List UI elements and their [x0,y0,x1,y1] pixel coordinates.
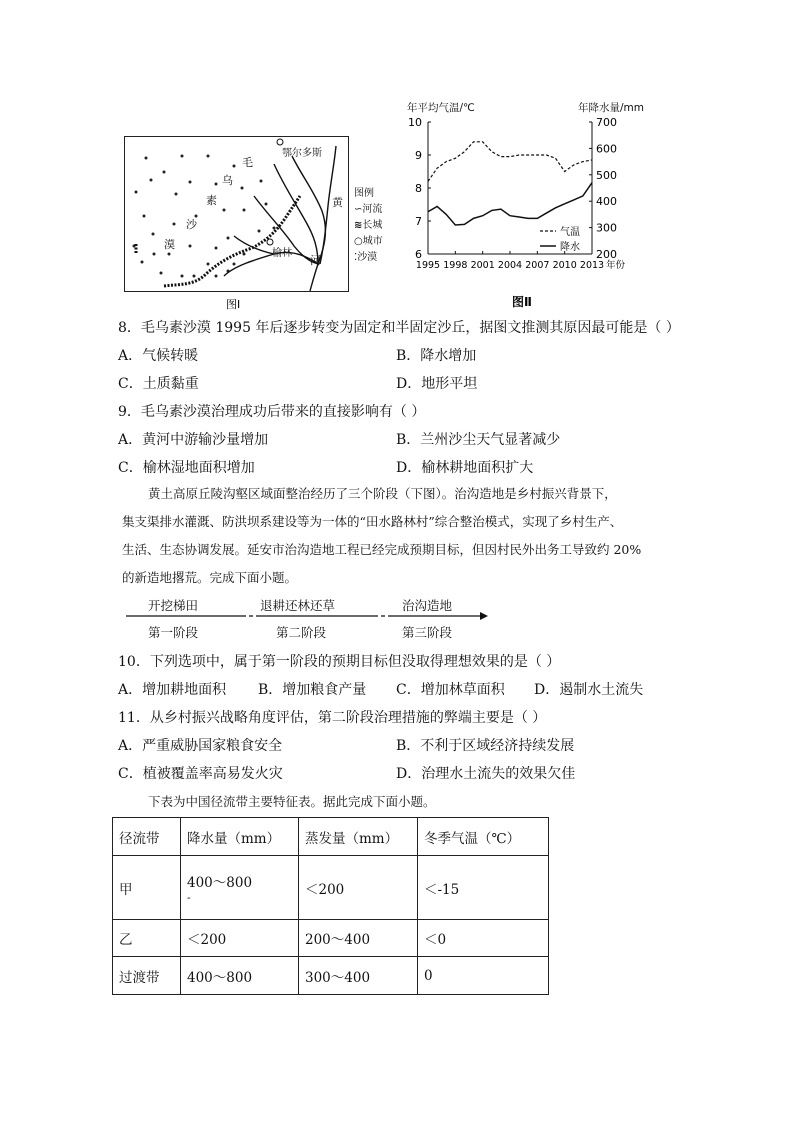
city-label-ordos: 鄂尔多斯 [282,148,322,159]
y-right-tick-label: 600 [596,142,617,156]
map-frame [125,137,349,292]
q11-stem: 11．从乡村振兴战略角度评估，第二阶段治理措施的弊端主要是（ ） [118,710,547,726]
table-cell: 400～800 - [181,856,299,920]
stage-3-action: 治沟造地 [402,598,453,613]
y-left-tick-label: 9 [415,149,422,162]
passage-line-1: 黄土高原丘陵沟壑区域面整治经历了三个阶段（下图）。治沟造地是乡村振兴背景下， [148,486,617,501]
table-header: 蒸发量（mm） [299,818,418,856]
legend-desert: ⁚沙漠 [354,252,378,263]
x-tick-label: 2004 [497,260,523,271]
stage-1-action: 开挖梯田 [148,598,199,613]
table-cell: 过渡带 [113,957,181,995]
table-header-row [113,818,549,856]
table-row [113,920,549,957]
series-line-precipitation [428,183,592,225]
y-right-tick-label: 500 [596,168,617,182]
x-tick-label: 2007 [525,260,550,271]
passage-line-2: 集支渠排水灌溉、防洪坝系建设等为一体的“田水路林村”综合整治模式，实现了乡村生产、 [122,514,623,529]
q8-option-d[interactable]: D．地形平坦 [396,376,478,392]
stage-3-label: 第三阶段 [402,625,453,640]
dots-icon: ⁚ [354,252,358,263]
q9-stem: 9．毛乌素沙漠治理成功后带来的直接影响有（ ） [118,404,426,420]
table-row [113,957,549,995]
chart-ylabel-left: 年平均气温/℃ [407,102,475,114]
city-ordos [277,139,283,145]
legend-river: ∽河流 [354,204,383,215]
table-row [113,856,549,920]
table-cell: 200～400 [299,920,418,957]
passage-table-intro: 下表为中国径流带主要特征表。据此完成下面小题。 [148,794,436,809]
map-char-mo: 漠 [164,238,175,251]
map-char-huang: 黄 [332,196,343,209]
legend-title: 图例 [354,188,374,199]
q11-option-a[interactable]: A．严重威胁国家粮食安全 [118,738,283,754]
q10-option-b[interactable]: B．增加粮食产量 [258,682,367,698]
legend-label-temperature: 气温 [560,227,580,238]
stage-2-label: 第二阶段 [276,625,327,640]
passage-loess-plateau [122,480,682,592]
wall-icon: ≋ [354,220,363,231]
q11-option-b[interactable]: B．不利于区域经济持续发展 [396,738,575,754]
q8-option-a[interactable]: A．气候转暖 [118,348,199,364]
map-figure-1 [124,136,350,312]
y-left-tick-label: 7 [415,215,422,228]
q10-option-c[interactable]: C．增加林草面积 [396,682,505,698]
chart-figure-2 [400,112,650,312]
runoff-table [112,817,549,995]
chart-ylabel-right: 年降水量/mm [578,102,644,114]
q10-option-d[interactable]: D．遏制水土流失 [534,682,644,698]
legend-label-precipitation: 降水 [560,242,580,253]
chart-caption: 图Ⅱ [512,295,532,309]
table-cell: ＜0 [418,920,549,957]
map-char-he: 河 [310,254,321,267]
table-cell: ＜200 [299,856,418,920]
q10-stem: 10．下列选项中，属于第一阶段的预期目标但没取得理想效果的是（ ） [118,654,561,670]
table-cell: ＜200 [181,920,299,957]
passage-line-3: 生活、生态协调发展。延安市治沟造地工程已经完成预期目标，但因村民外出务工导致约 20% [122,542,642,557]
stage-2-action: 退耕还林还草 [260,598,336,613]
q9-option-a[interactable]: A．黄河中游输沙量增加 [118,432,269,448]
table-cell: 乙 [113,920,181,957]
y-right-tick-label: 200 [596,248,617,261]
map-char-sha: 沙 [186,218,197,231]
legend-city: ○城市 [354,236,383,247]
x-tick-label: 2013 [579,260,605,271]
legend-wall: ≋长城 [354,220,383,231]
city-icon: ○ [354,236,363,247]
q8-stem: 8．毛乌素沙漠 1995 年后逐步转变为固定和半固定沙丘，据图文推测其原因最可能是（ ） [118,320,680,336]
y-left-tick-label: 8 [415,182,422,195]
q9-option-d[interactable]: D．榆林耕地面积扩大 [396,460,534,476]
q8-option-c[interactable]: C．土质黏重 [118,376,199,392]
map-char-su: 素 [206,194,217,207]
table-header: 径流带 [113,818,181,856]
x-tick-label: 1995 [415,260,441,271]
q11-option-c[interactable]: C．植被覆盖率高易发火灾 [118,766,283,782]
table-cell: 400～800 [181,957,299,995]
city-label-yulin: 榆林 [272,248,292,259]
map-char-mao: 毛 [242,156,253,169]
river-icon: ∽ [354,204,363,215]
x-tick-label: 2010 [552,260,577,271]
x-tick-label: 2001 [470,260,495,271]
x-tick-label: 1998 [443,260,468,271]
table-cell: 0 [418,957,549,995]
q9-option-c[interactable]: C．榆林湿地面积增加 [118,460,255,476]
map-char-wu: 乌 [222,174,233,187]
x-axis-label: 年份 [606,260,626,271]
table-header: 降水量（mm） [181,818,299,856]
q10-option-a[interactable]: A．增加耕地面积 [118,682,227,698]
y-left-tick-label: 10 [408,116,422,129]
y-right-tick-label: 700 [596,116,617,129]
stage-1-label: 第一阶段 [148,625,199,640]
series-line-temperature [428,142,592,182]
y-left-tick-label: 6 [415,248,422,261]
y-right-tick-label: 400 [596,195,617,209]
q9-option-b[interactable]: B．兰州沙尘天气显著减少 [396,432,561,448]
arrow-head-icon [480,612,488,620]
q11-option-d[interactable]: D．治理水土流失的效果欠佳 [396,766,576,782]
map-legend-box [354,186,398,266]
table-cell: 甲 [113,856,181,920]
q8-option-b[interactable]: B．降水增加 [396,348,477,364]
table-header: 冬季气温（℃） [418,818,549,856]
table-cell: 300～400 [299,957,418,995]
passage-line-4: 的新造地撂荒。完成下面小题。 [122,570,298,585]
map-caption: 图Ⅰ [226,298,241,311]
y-right-tick-label: 300 [596,221,617,235]
city-yulin [267,239,273,245]
table-cell: ＜-15 [418,856,549,920]
